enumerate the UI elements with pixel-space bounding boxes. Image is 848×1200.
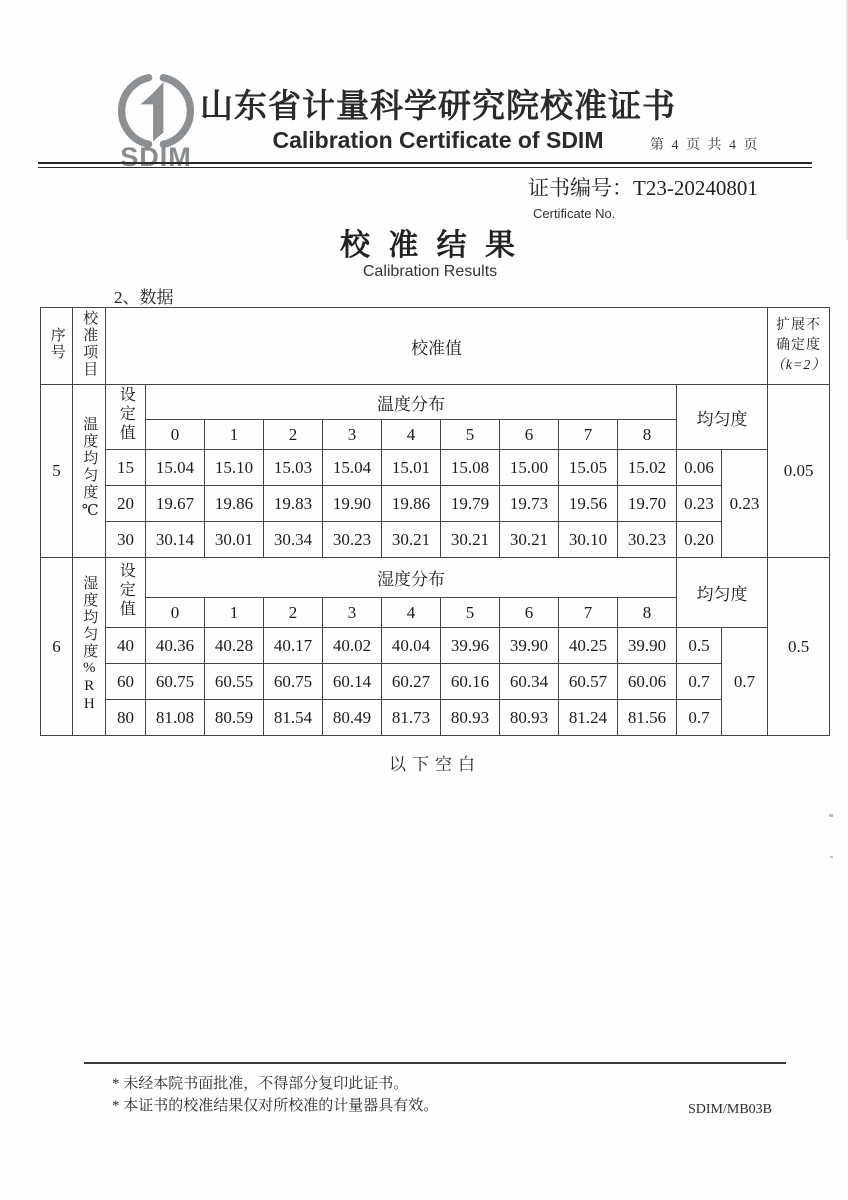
- humidity-value-cell: 60.55: [205, 664, 264, 700]
- temp-point-header: 5: [441, 420, 500, 450]
- temp-subheader-row: [41, 385, 830, 420]
- temp-value-cell: 15.08: [441, 450, 500, 486]
- seq-header-cell: [41, 308, 73, 385]
- humidity-value-cell: 40.17: [264, 628, 323, 664]
- table-header-row: [41, 308, 830, 385]
- temp-point-header: 8: [618, 420, 677, 450]
- set-value-cell: 60: [106, 664, 146, 700]
- item-header-cell: [73, 308, 106, 385]
- temp-row-15: [41, 450, 830, 486]
- temp-item-cell: [73, 385, 106, 558]
- uncertainty-header-line2: 确定度: [776, 337, 822, 353]
- temp-value-cell: 19.79: [441, 486, 500, 522]
- humidity-subheader-row: [41, 558, 830, 598]
- certificate-number-value: T23-20240801: [633, 176, 758, 200]
- temp-point-header: 1: [205, 420, 264, 450]
- humidity-value-cell: 81.08: [146, 700, 205, 736]
- temp-distribution-header-cell: 温度分布: [146, 385, 677, 420]
- temp-value-cell: 19.56: [559, 486, 618, 522]
- temp-uncertainty-value-cell: 0.05: [768, 385, 830, 558]
- humidity-value-cell: 40.28: [205, 628, 264, 664]
- temp-value-cell: 15.00: [500, 450, 559, 486]
- temp-setvalue-label: 设定值: [117, 386, 135, 443]
- humidity-value-cell: 60.75: [264, 664, 323, 700]
- humidity-value-cell: 40.25: [559, 628, 618, 664]
- humidity-value-cell: 40.36: [146, 628, 205, 664]
- scan-speck-artifact: [830, 856, 833, 858]
- humidity-value-cell: 81.56: [618, 700, 677, 736]
- temp-row-20: [41, 486, 830, 522]
- humidity-uniformity-max-cell: 0.7: [722, 628, 768, 736]
- temp-value-cell: 19.90: [323, 486, 382, 522]
- humidity-uniformity-cell: 0.7: [677, 664, 722, 700]
- humidity-value-cell: 80.49: [323, 700, 382, 736]
- temp-point-header: 7: [559, 420, 618, 450]
- certificate-number-label: 证书编号：: [528, 176, 633, 200]
- temp-value-cell: 15.02: [618, 450, 677, 486]
- humidity-item-cell: [73, 558, 106, 736]
- results-title-en: Calibration Results: [362, 263, 498, 280]
- humidity-point-header: 3: [323, 598, 382, 628]
- temp-value-cell: 30.14: [146, 522, 205, 558]
- results-title-cn: 校 准 结 果: [339, 229, 520, 262]
- humidity-point-header: 8: [618, 598, 677, 628]
- temp-uniformity-cell: 0.20: [677, 522, 722, 558]
- temp-value-cell: 15.01: [382, 450, 441, 486]
- set-value-cell: 20: [106, 486, 146, 522]
- humidity-value-cell: 40.04: [382, 628, 441, 664]
- humidity-point-header: 4: [382, 598, 441, 628]
- humidity-value-cell: 60.06: [618, 664, 677, 700]
- humidity-value-cell: 60.14: [323, 664, 382, 700]
- humidity-value-cell: 81.73: [382, 700, 441, 736]
- certificate-number-label-en: Certificate No.: [533, 206, 616, 221]
- humidity-value-cell: 80.93: [500, 700, 559, 736]
- temp-item-label: 温度均匀度℃: [81, 416, 98, 521]
- temp-value-cell: 19.86: [382, 486, 441, 522]
- temp-value-cell: 30.21: [441, 522, 500, 558]
- certificate-number: [528, 172, 758, 202]
- temp-value-cell: 15.03: [264, 450, 323, 486]
- humidity-seq-cell: 6: [41, 558, 73, 736]
- data-section-label: 2、数据: [114, 288, 174, 307]
- temp-point-header: 0: [146, 420, 205, 450]
- temp-value-cell: 30.21: [382, 522, 441, 558]
- humidity-setvalue-label: 设定值: [117, 561, 135, 619]
- uncertainty-header-line3: （k=2）: [770, 358, 827, 374]
- humidity-value-cell: 39.90: [500, 628, 559, 664]
- temp-value-cell: 15.05: [559, 450, 618, 486]
- temp-value-cell: 30.23: [618, 522, 677, 558]
- humidity-point-header: 2: [264, 598, 323, 628]
- humidity-uncertainty-value-cell: 0.5: [768, 558, 830, 736]
- humidity-value-cell: 60.57: [559, 664, 618, 700]
- temp-value-cell: 19.67: [146, 486, 205, 522]
- footer-divider: [84, 1062, 786, 1064]
- humidity-point-header: 0: [146, 598, 205, 628]
- temp-uniformity-cell: 0.23: [677, 486, 722, 522]
- certificate-title-en: Calibration Certificate of SDIM: [272, 127, 604, 153]
- temp-uniformity-header-cell: 均匀度: [677, 385, 768, 450]
- uncertainty-header-cell: [768, 308, 830, 385]
- humidity-value-cell: 81.24: [559, 700, 618, 736]
- scan-speck-artifact: [829, 814, 833, 817]
- humidity-uniformity-header-cell: 均匀度: [677, 558, 768, 628]
- temp-value-cell: 19.73: [500, 486, 559, 522]
- temp-point-header: 4: [382, 420, 441, 450]
- humidity-row-60: [41, 664, 830, 700]
- temp-value-cell: 15.04: [146, 450, 205, 486]
- seq-header-label: 序号: [48, 326, 65, 361]
- form-code: SDIM/MB03B: [688, 1102, 773, 1117]
- humidity-value-cell: 81.54: [264, 700, 323, 736]
- humidity-value-cell: 60.27: [382, 664, 441, 700]
- temp-value-cell: 15.10: [205, 450, 264, 486]
- uncertainty-header-line1: 扩展不: [776, 317, 822, 333]
- calibration-results-table: [40, 307, 830, 736]
- humidity-uniformity-cell: 0.7: [677, 700, 722, 736]
- humidity-value-cell: 60.34: [500, 664, 559, 700]
- cal-value-header-cell: 校准值: [106, 308, 768, 385]
- humidity-distribution-header-cell: 湿度分布: [146, 558, 677, 598]
- temp-setvalue-header-cell: [106, 385, 146, 450]
- set-value-cell: 30: [106, 522, 146, 558]
- humidity-value-cell: 40.02: [323, 628, 382, 664]
- temp-uniformity-cell: 0.06: [677, 450, 722, 486]
- humidity-value-cell: 80.59: [205, 700, 264, 736]
- set-value-cell: 40: [106, 628, 146, 664]
- humidity-point-header: 5: [441, 598, 500, 628]
- page-number: 第 4 页 共 4 页: [650, 138, 760, 153]
- humidity-value-cell: 60.75: [146, 664, 205, 700]
- humidity-row-40: [41, 628, 830, 664]
- header-divider: [38, 162, 812, 168]
- temp-value-cell: 15.04: [323, 450, 382, 486]
- humidity-row-80: [41, 700, 830, 736]
- temp-value-cell: 30.21: [500, 522, 559, 558]
- certificate-title-cn: 山东省计量科学研究院校准证书: [200, 89, 676, 125]
- temp-point-header: 2: [264, 420, 323, 450]
- blank-below-note: 以下空白: [389, 755, 481, 774]
- temp-value-cell: 19.83: [264, 486, 323, 522]
- temp-point-header: 6: [500, 420, 559, 450]
- item-header-label: 校准项目: [81, 309, 98, 378]
- temp-uniformity-max-cell: 0.23: [722, 450, 768, 558]
- humidity-value-cell: 60.16: [441, 664, 500, 700]
- temp-point-header: 3: [323, 420, 382, 450]
- set-value-cell: 15: [106, 450, 146, 486]
- temp-value-cell: 30.23: [323, 522, 382, 558]
- temp-value-cell: 30.10: [559, 522, 618, 558]
- sdim-logo-text: SDIM: [120, 142, 192, 172]
- humidity-value-cell: 80.93: [441, 700, 500, 736]
- temp-value-cell: 19.70: [618, 486, 677, 522]
- temp-value-cell: 30.01: [205, 522, 264, 558]
- humidity-item-label: 湿度均匀度%RH: [81, 574, 98, 714]
- humidity-setvalue-header-cell: [106, 558, 146, 628]
- temp-value-cell: 30.34: [264, 522, 323, 558]
- temp-value-cell: 19.86: [205, 486, 264, 522]
- temp-row-30: [41, 522, 830, 558]
- humidity-point-header: 6: [500, 598, 559, 628]
- humidity-point-header: 1: [205, 598, 264, 628]
- humidity-value-cell: 39.90: [618, 628, 677, 664]
- humidity-uniformity-cell: 0.5: [677, 628, 722, 664]
- footer-note-2: * 本证书的校准结果仅对所校准的计量器具有效。: [112, 1098, 439, 1114]
- humidity-value-cell: 39.96: [441, 628, 500, 664]
- set-value-cell: 80: [106, 700, 146, 736]
- temp-seq-cell: 5: [41, 385, 73, 558]
- footer-note-1: * 未经本院书面批准，不得部分复印此证书。: [112, 1076, 409, 1092]
- humidity-point-header: 7: [559, 598, 618, 628]
